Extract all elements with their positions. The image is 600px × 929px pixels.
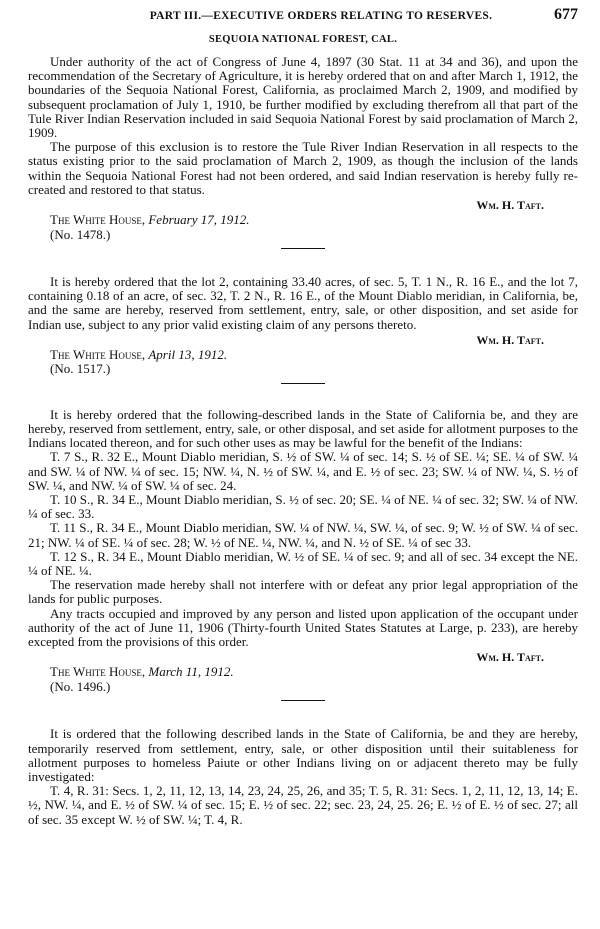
date: April 13, 1912.	[148, 346, 228, 362]
dateline	[28, 213, 578, 228]
order-paragraph: The reservation made hereby shall not interfere with or defeat any prior legal appropriation of the lands for public purposes.	[28, 577, 578, 607]
signature: Wm. H. Taft.	[476, 332, 544, 347]
order-paragraph: The purpose of this exclusion is to restore the Tule River Indian Reservation in all respects to the status existing prior to the said proclamation of March 2, 1909, as though the inclusion of the lands within the Sequoia National Forest had not been ordered, and said Indian reservation is hereby fully re-created and restored to that status.	[28, 139, 578, 197]
order-paragraph: Any tracts occupied and improved by any person and listed upon application of the occupant under authority of the act of June 11, 1906 (Thirty-fourth United States Statutes at Large, p. 233), are hereby excepted from the provisions of this order.	[28, 605, 578, 650]
executive-order-paiute	[28, 727, 578, 826]
order-number: (No. 1496.)	[50, 678, 111, 694]
land-description: T. 12 S., R. 34 E., Mount Diablo meridian, W. ½ of SE. ¼ of sec. 9; and all of sec. 34 except the NE. ¼ of NE. ¼.	[28, 548, 578, 579]
executive-order-1496	[28, 408, 578, 701]
running-head: PART III.—EXECUTIVE ORDERS RELATING TO RESERVES.	[149, 10, 493, 22]
order-paragraph: It is hereby ordered that the following-described lands in the State of California be, and they are hereby, reserved from settlement, entry, sale, or other disposal, and set aside for allotment purposes to the Indians located thereon, and for such other uses as may be lawful for the benefit of the Indians:	[28, 406, 578, 451]
page-header	[28, 6, 578, 28]
executive-order-1478	[28, 55, 578, 249]
date: March 11, 1912.	[148, 664, 234, 680]
land-description: T. 4, R. 31: Secs. 1, 2, 11, 12, 13, 14, 23, 24, 25, 26, and 35; T. 5, R. 31: Secs. 1, 2, 11, 12, 13, 14; E. ½, NW. ¼, and E. ½ of SW. ¼ of sec. 15; E. ½ of sec. 22; sec. 23, 24, 25. 26; E. ½ of E. ½ of sec. 27; all of sec. 35 except W. ½ of SW. ¼; T. 4, R.	[28, 783, 578, 827]
dateline	[28, 348, 578, 363]
land-description: T. 11 S., R. 34 E., Mount Diablo meridian, SW. ¼ of NW. ¼, SW. ¼, of sec. 9; W. ½ of SW. ¼ of sec. 21; NW. ¼ of SE. ¼ of sec. 28; W. ½ of NE. ¼, NW. ¼, and N. ½ of SE. ¼ of sec 33.	[28, 520, 578, 550]
section-title: SEQUOIA NATIONAL FOREST, CAL.	[208, 34, 398, 45]
order-paragraph: It is hereby ordered that the lot 2, containing 33.40 acres, of sec. 5, T. 1 N., R. 16 E., and the lot 7, containing 0.18 of an acre, of sec. 32, T. 2 N., R. 16 E., of the Mount Diablo meridian, in California, be, and the same are hereby, reserved from settlement, entry, sale, or other disposition, and set aside for Indian use, subject to any prior valid existing claim of any persons thereto.	[28, 274, 578, 332]
land-description: T. 7 S., R. 32 E., Mount Diablo meridian, S. ½ of SW. ¼ of sec. 14; S. ½ of SE. ¼; SE. ¼ of SW. ¼ and SW. ¼ of NW. ¼ of sec. 15; NW. ¼, N. ½ of SW. ¼, and E. ½ of sec. 23; SW. ¼ of NW. ¼, S. ½ of SW. ¼, and NW. ¼ of SW. ¼ of sec. 24.	[28, 449, 578, 493]
signature: Wm. H. Taft.	[476, 198, 544, 213]
place: The White House,	[50, 346, 146, 362]
land-description: T. 10 S., R. 34 E., Mount Diablo meridian, S. ½ of sec. 20; SE. ¼ of NE. ¼ of sec. 32; SW. ¼ of NW. ¼ of sec. 33.	[28, 492, 578, 522]
order-paragraph: Under authority of the act of Congress of June 4, 1897 (30 Stat. 11 at 34 and 36), and upon the recommendation of the Secretary of Agriculture, it is hereby ordered that on and after March 1, 1912, the boundaries of the Sequoia National Forest, California, as proclaimed March 2, 1909, and modified by subsequent proclamation of July 1, 1910, be further modified by excluding therefrom all that part of the Tule River Indian Reservation included in said Sequoia National Forest by said proclamation of March 2, 1909.	[28, 54, 578, 141]
place: The White House,	[50, 212, 146, 228]
executive-order-1517	[28, 275, 578, 384]
place: The White House,	[50, 664, 146, 680]
order-number: (No. 1478.)	[50, 226, 111, 242]
order-paragraph: It is ordered that the following described lands in the State of California, be and they are hereby, temporarily reserved from settlement, entry, sale, or other disposition until their suitableness for allotment purposes to homeless Paiute or other Indians living on or adjacent thereto may be fully investigated:	[28, 726, 578, 784]
page-number: 677	[554, 6, 578, 23]
dateline	[28, 665, 578, 680]
signature: Wm. H. Taft.	[476, 650, 544, 665]
date: February 17, 1912.	[148, 212, 250, 228]
order-number: (No. 1517.)	[50, 361, 111, 377]
